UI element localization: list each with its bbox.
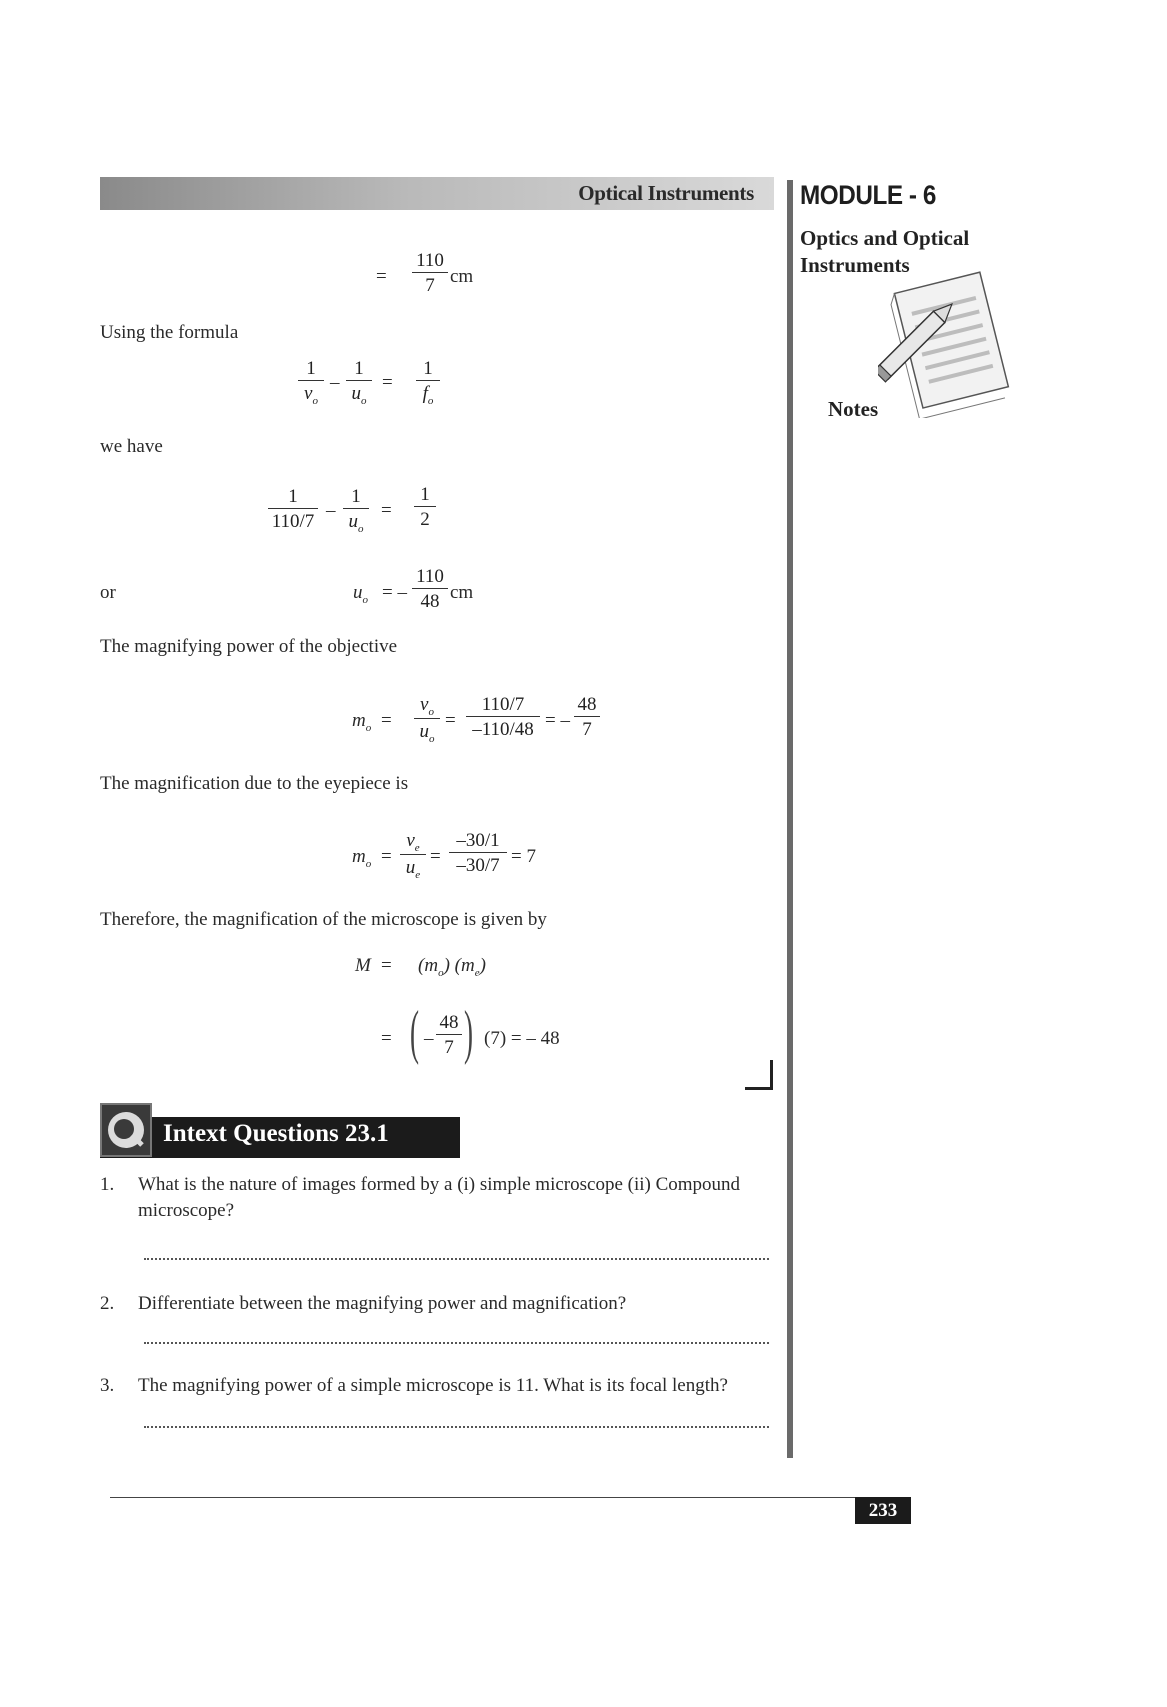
notes-label: Notes — [828, 397, 879, 421]
mo-n1-var: v — [420, 694, 429, 715]
me-n1-var: v — [406, 830, 415, 851]
header-bar — [100, 177, 774, 210]
M-rhs-a-sub: o — [438, 967, 444, 979]
corner-mark — [745, 1060, 773, 1090]
me-var: m — [352, 846, 366, 867]
question-1-line2: microscope? — [138, 1200, 235, 1221]
subst-n2: 1 — [351, 486, 361, 507]
mo-frac-3 — [574, 694, 600, 741]
formula-frac-1 — [298, 358, 324, 407]
formula-d1-sub: o — [312, 395, 318, 407]
M2-fraction — [436, 1012, 462, 1059]
module-subtitle-line2: Instruments — [800, 253, 910, 277]
margin-rule — [787, 180, 793, 1458]
me-equals: = — [381, 846, 392, 867]
mag-power-text: The magnifying power of the objective — [100, 636, 398, 657]
eq1-equals: = — [376, 266, 387, 287]
mo-d3: 7 — [574, 716, 600, 741]
subst-equals: = — [381, 500, 392, 521]
eq1-unit: cm — [450, 266, 474, 287]
me-lhs — [352, 846, 371, 870]
question-1-line1: What is the nature of images formed by a (i) simple microscope (ii) Compound — [138, 1174, 741, 1195]
mo-frac-2 — [466, 694, 540, 741]
me-n2: –30/1 — [456, 830, 500, 851]
or-text: or — [100, 582, 116, 603]
answer-line-1[interactable] — [144, 1258, 769, 1260]
question-1-number: 1. — [100, 1174, 115, 1195]
M-equals: = — [381, 955, 392, 976]
module-subtitle-line1: Optics and Optical — [800, 226, 970, 250]
module-title: MODULE - 6 — [800, 180, 936, 210]
formula-d1 — [298, 380, 324, 407]
uo-lhs — [353, 582, 368, 606]
mo-n1-sub: o — [428, 706, 434, 718]
mo-d1 — [414, 718, 440, 745]
question-1 — [138, 1172, 778, 1224]
M2-equals: = — [381, 1028, 392, 1049]
M2-right-paren: ) — [464, 999, 473, 1065]
page-number: 233 — [855, 1497, 911, 1524]
me-result: = 7 — [511, 846, 536, 867]
uo-var: u — [353, 582, 363, 603]
mo-equals: = — [381, 710, 392, 731]
formula-n2: 1 — [354, 358, 364, 379]
notes-pencil-icon — [878, 268, 1018, 418]
intext-title: Intext Questions 23.1 — [163, 1120, 389, 1147]
mo-d1-sub: o — [429, 733, 435, 745]
mo-var: m — [352, 710, 366, 731]
eq1-fraction — [412, 250, 448, 297]
uo-den: 48 — [412, 588, 448, 613]
formula-d2-sub: o — [361, 395, 367, 407]
me-d1-var: u — [405, 857, 416, 878]
intext-question-icon — [100, 1103, 152, 1157]
M2-den: 7 — [436, 1034, 462, 1059]
subst-d1: 110/7 — [268, 508, 318, 533]
mo-frac-1 — [414, 694, 440, 745]
uo-sub: o — [362, 594, 368, 606]
mo-d2: –110/48 — [466, 716, 540, 741]
me-d2: –30/7 — [449, 852, 507, 877]
mo-equals-3: = – — [545, 710, 570, 731]
mo-n1 — [414, 694, 440, 718]
formula-n1: 1 — [306, 358, 316, 379]
formula-d3-var: f — [422, 383, 428, 404]
uo-num: 110 — [416, 566, 444, 587]
M-lhs: M — [355, 955, 371, 976]
me-d1 — [400, 854, 426, 881]
formula-frac-3 — [416, 358, 440, 407]
subst-frac-2 — [343, 486, 369, 535]
me-lhs-sub: o — [365, 858, 372, 870]
me-d1-sub: e — [415, 869, 421, 881]
question-3-number: 3. — [100, 1375, 115, 1396]
formula-minus: – — [330, 372, 340, 393]
formula-equals: = — [382, 372, 393, 393]
me-equals-2: = — [430, 846, 441, 867]
M-rhs — [418, 955, 486, 979]
chapter-title: Optical Instruments — [578, 181, 754, 205]
subst-minus: – — [326, 500, 336, 521]
subst-frac-3 — [414, 484, 436, 531]
me-n1 — [400, 830, 426, 854]
mo-lhs-sub: o — [365, 722, 372, 734]
me-frac-2 — [449, 830, 507, 877]
therefore-text: Therefore, the magnification of the microscope is given by — [100, 909, 547, 930]
footer-rule — [110, 1497, 910, 1498]
subst-n3: 1 — [420, 484, 430, 505]
eq1-num: 110 — [416, 250, 444, 271]
M2-rest: (7) = – 48 — [484, 1028, 560, 1049]
question-2-number: 2. — [100, 1293, 115, 1314]
subst-d2-sub: o — [358, 523, 364, 535]
uo-unit: cm — [450, 582, 474, 603]
subst-d2-var: u — [348, 511, 358, 532]
answer-line-2[interactable] — [144, 1342, 769, 1344]
formula-d3 — [416, 380, 440, 407]
uo-equals: = – — [382, 582, 407, 603]
mo-equals-2: = — [445, 710, 456, 731]
subst-d3: 2 — [414, 506, 436, 531]
M2-num: 48 — [439, 1012, 459, 1033]
me-n1-sub: e — [414, 842, 420, 854]
mo-n3: 48 — [577, 694, 597, 715]
we-have-text: we have — [100, 436, 163, 457]
formula-frac-2 — [346, 358, 372, 407]
formula-d3-sub: o — [427, 395, 434, 407]
question-2: Differentiate between the magnifying power and magnification? — [138, 1293, 627, 1314]
eyepiece-text: The magnification due to the eyepiece is — [100, 773, 409, 794]
subst-frac-1 — [268, 486, 318, 533]
M-rhs-b: ) (m — [443, 955, 475, 976]
subst-n1: 1 — [288, 486, 298, 507]
M2-left-paren: ( — [410, 999, 419, 1065]
M-rhs-b-sub: e — [474, 967, 480, 979]
mo-lhs — [352, 710, 371, 734]
subst-d2 — [343, 508, 369, 535]
mo-d1-var: u — [419, 721, 429, 742]
formula-n3: 1 — [423, 358, 433, 379]
formula-d1-var: v — [304, 383, 313, 404]
formula-d2 — [346, 380, 372, 407]
uo-fraction — [412, 566, 448, 613]
question-3: The magnifying power of a simple microscope is 11. What is its focal length? — [138, 1375, 728, 1396]
M2-minus: – — [424, 1028, 434, 1049]
eq1-den: 7 — [412, 272, 448, 297]
me-frac-1 — [400, 830, 426, 881]
answer-line-3[interactable] — [144, 1426, 769, 1428]
using-formula-text: Using the formula — [100, 322, 239, 343]
mo-n2: 110/7 — [481, 694, 525, 715]
formula-d2-var: u — [351, 383, 361, 404]
M-rhs-c: ) — [479, 955, 486, 976]
M-rhs-a: (m — [418, 955, 439, 976]
